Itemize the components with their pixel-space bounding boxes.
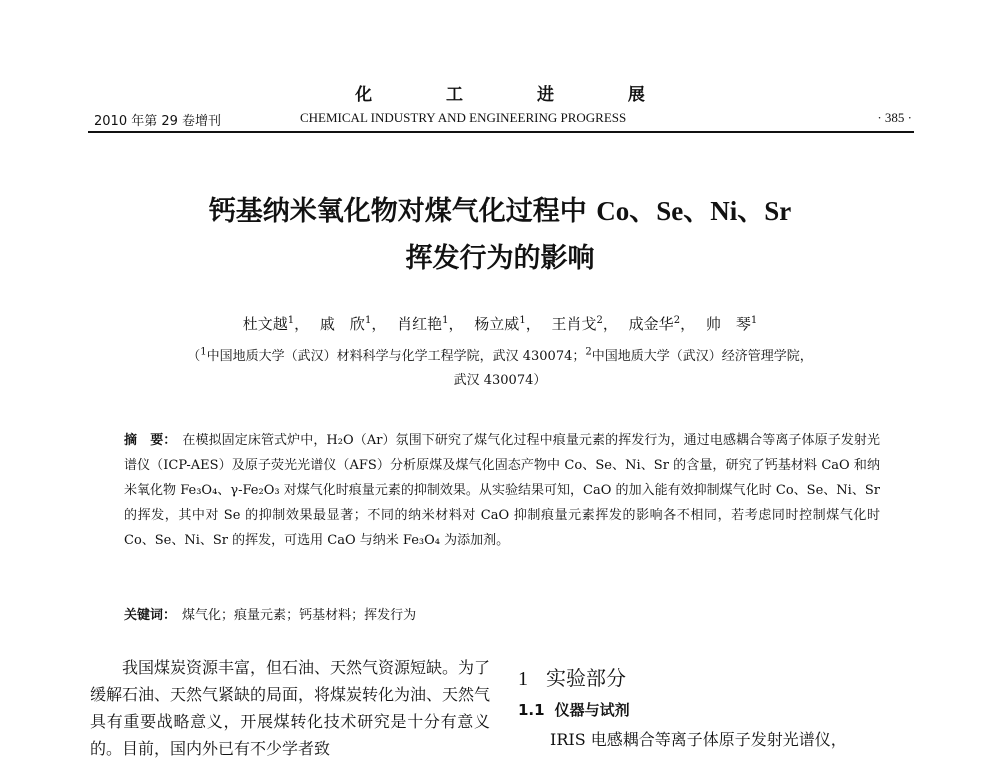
author: 成金华$^2$， <box>628 315 696 333</box>
abstract <box>124 428 880 553</box>
author: 杜文越$^1$， <box>242 315 310 333</box>
affiliations: （$^1$中国地质大学（武汉）材料科学与化学工程学院，武汉 430074；$^2$中国地质大学（武汉）经济管理学院， 武汉 430074） <box>187 346 813 388</box>
author: 杨立威$^1$， <box>474 315 541 333</box>
intro-paragraph: 我国煤炭资源丰富，但石油、天然气资源短缺。为了缓解石油、天然气紧缺的局面，将煤炭转化为油、天然气具有重要战略意义，开展煤转化技术研究是十分有意义的。目前，国内外已有不少学者致 <box>90 658 491 758</box>
abstract-text: 在模拟固定床管式炉中，H₂O（Ar）氛围下研究了煤气化过程中痕量元素的挥发行为，通过电感耦合等离子体原子发射光谱仪（ICP-AES）及原子荧光光谱仪（AFS）分析原煤及煤气化固态产物中 Co、Se、Ni、Sr 的含量，研究了钙基材料 CaO 和纳米氧化物 Fe₃O₄、γ-Fe₂O₃ 对煤气化时痕量元素的抑制效果。从实验结果可知，CaO 的加入能有效抑制煤气化时 Co、Se、Ni、Sr 的挥发，其中对 Se 的抑制效果最显著；不同的纳米材料对 CaO 抑制痕量元素挥发的影响各不相同，若考虑同时控制煤气化时 Co、Se、Ni、Sr 的挥发，可选用 CaO 与纳米 Fe₃O₄ 为添加剂。 <box>124 433 880 548</box>
keywords <box>124 604 880 623</box>
keyword: ； 挥发行为 <box>351 608 416 623</box>
author-list <box>0 313 1000 334</box>
paper-title <box>0 188 1000 282</box>
issue-info: 2010 年第 29 卷增刊 <box>94 114 222 129</box>
equipment-paragraph: IRIS 电感耦合等离子体原子发射光谱仪， <box>550 730 847 749</box>
subsection-heading: 1.1 仪器与试剂 <box>518 701 630 719</box>
keyword: 煤气化 <box>182 608 222 623</box>
keywords-label: 关键词： <box>124 608 177 623</box>
keyword: ； 痕量元素 <box>221 608 286 623</box>
section-heading: 1 实验部分 <box>518 666 626 690</box>
abstract-label: 摘 要： <box>124 433 177 448</box>
author: 帅 琴$^1$ <box>705 315 758 333</box>
author: 肖红艳$^1$， <box>397 315 464 333</box>
running-header <box>90 110 912 128</box>
author: 戚 欣$^1$， <box>319 315 387 333</box>
header-rule <box>88 131 914 133</box>
title-line1: 钙基纳米氧化物对煤气化过程中 <box>208 196 597 227</box>
journal-english-name: CHEMICAL INDUSTRY AND ENGINEERING PROGRESS <box>300 110 627 125</box>
page-number: · 385 · <box>877 110 912 125</box>
keyword: ； 钙基材料 <box>286 608 351 623</box>
right-column <box>518 662 918 753</box>
title-elements: Co、Se、Ni、Sr <box>596 196 792 226</box>
author: 王肖戈$^2$， <box>551 315 618 333</box>
journal-name: 化 工 进 展 <box>355 85 679 105</box>
title-line2: 挥发行为的影响 <box>405 243 595 274</box>
